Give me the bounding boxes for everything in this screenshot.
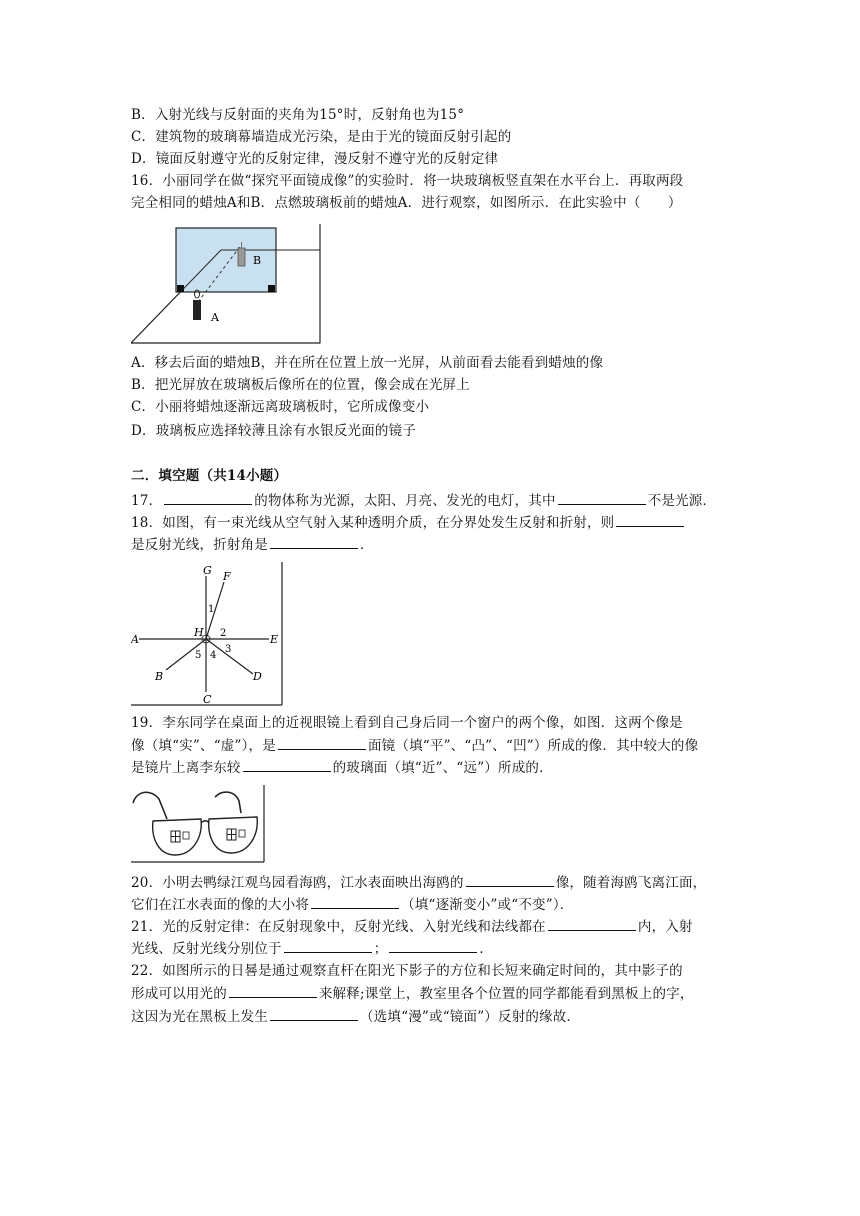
q20-line2	[131, 894, 731, 915]
q21-text-4: ；	[373, 941, 388, 957]
label-a: A	[131, 633, 139, 646]
plane-mirror-experiment-figure	[131, 224, 321, 344]
q18-line2	[131, 534, 731, 555]
q20-text-4: （填“逐渐变小”或“不变”）．	[401, 897, 574, 913]
q18-blank-2	[270, 534, 358, 549]
q20-blank-2	[311, 894, 399, 909]
q22-text-5: （选填“漫”或“镜面”）反射的缘故．	[360, 1009, 581, 1025]
q19-blank-3	[243, 757, 331, 772]
candle-a	[193, 290, 201, 320]
candle-a-label: A	[211, 311, 219, 324]
q22-text-3: 来解释;课堂上，教室里各个位置的同学都能看到黑板上的字，	[318, 986, 694, 1002]
q20-line1	[131, 872, 731, 893]
label-f: F	[223, 570, 231, 583]
q19-line3	[131, 757, 731, 778]
q17-text-1: 17．	[131, 493, 163, 509]
reflection-refraction-figure	[131, 562, 283, 706]
angle-5-label: 5	[195, 650, 202, 661]
label-b: B	[155, 670, 164, 683]
angle-1-label: 1	[208, 604, 215, 615]
q20-text-1: 20．小明去鸭绿江观鸟园看海鸥，江水表面映出海鸥的	[131, 875, 464, 891]
q16-stem-line2: 完全相同的蜡烛A和B．点燃玻璃板前的蜡烛A．进行观察，如图所示．在此实验中（ ）	[131, 195, 682, 211]
q15-option-b: B．入射光线与反射面的夹角为15°时，反射角也为15°	[131, 107, 465, 123]
label-e: E	[270, 633, 279, 646]
label-h: H	[194, 626, 204, 639]
label-d: D	[253, 670, 262, 683]
q21-blank-1	[548, 916, 636, 931]
candle-b-label: B	[253, 254, 262, 267]
q16-stem-line1: 16．小丽同学在做“探究平面镜成像”的实验时．将一块玻璃板竖直架在水平台上．再取两段	[131, 173, 684, 189]
q22-line2	[131, 983, 731, 1004]
q18-text-3: ．	[360, 537, 374, 553]
q16-option-a: A．移去后面的蜡烛B，并在所在位置上放一光屏，从前面看去能看到蜡烛的像	[131, 355, 604, 371]
q15-option-c: C．建筑物的玻璃幕墙造成光污染，是由于光的镜面反射引起的	[131, 129, 512, 145]
q19-blank-2	[278, 735, 366, 750]
q19-text-5: 的玻璃面（填“近”、“远”）所成的．	[332, 760, 553, 776]
q22-line1: 22．如图所示的日晷是通过观察直杆在阳光下影子的方位和长短来确定时间的，其中影子的	[131, 963, 683, 979]
q17-blank-2	[558, 490, 646, 505]
q20-text-2: 像，随着海鸥飞离江面，	[555, 875, 707, 891]
q22-blank-1	[229, 983, 317, 998]
q22-blank-2	[270, 1006, 358, 1021]
q16-option-c: C．小丽将蜡烛逐渐远离玻璃板时，它所成像变小	[131, 399, 430, 415]
q15-option-d: D．镜面反射遵守光的反射定律，漫反射不遵守光的反射定律	[131, 151, 499, 167]
label-g: G	[203, 564, 212, 577]
angle-2-label: 2	[220, 628, 227, 639]
q18-text-1: 18．如图，有一束光线从空气射入某种透明介质，在分界处发生反射和折射，则	[131, 515, 615, 531]
q17-text-3: 不是光源．	[647, 493, 717, 509]
q20-blank-1	[466, 872, 554, 887]
q17	[131, 490, 731, 511]
q18-line1	[131, 512, 731, 533]
section2-heading: 二．填空题（共14小题）	[131, 468, 288, 484]
q20-text-3: 它们在江水表面的像的大小将	[131, 897, 310, 913]
window-reflection-left	[171, 831, 189, 842]
q18-text-2: 是反射光线，折射角是	[131, 537, 268, 553]
q22-text-4: 这因为光在黑板上发生	[131, 1009, 268, 1025]
q17-blank-1	[164, 490, 252, 505]
q19-line2	[131, 735, 731, 756]
q19-text-3: 面镜（填“平”、“凸”、“凹”）所成的像．其中较大的像	[367, 738, 699, 754]
q22-line3	[131, 1006, 731, 1027]
window-reflection-right	[227, 829, 245, 840]
q21-text-2: 内，入射	[637, 919, 693, 935]
label-c: C	[203, 693, 212, 706]
glasses-figure	[131, 785, 265, 863]
q21-text-3: 光线、反射光线分别位于	[131, 941, 282, 957]
q16-option-d: D．玻璃板应选择较薄且涂有水银反光面的镜子	[131, 423, 417, 439]
q22-text-2: 形成可以用光的	[131, 986, 227, 1002]
q18-blank-1	[616, 512, 684, 527]
q21-blank-3	[389, 938, 477, 953]
q21-line1	[131, 916, 731, 937]
q21-line2	[131, 938, 731, 959]
q19-line1: 19．李东同学在桌面上的近视眼镜上看到自己身后同一个窗户的两个像，如图．这两个像是	[131, 715, 683, 731]
q17-text-2: 的物体称为光源，太阳、月亮、发光的电灯，其中	[254, 493, 556, 509]
q21-text-1: 21．光的反射定律：在反射现象中，反射光线、入射光线和法线都在	[131, 919, 546, 935]
q19-text-4: 是镜片上离李东较	[131, 760, 241, 776]
q19-text-2: 像（填“实”、“虚”），是	[131, 738, 276, 754]
q21-text-5: ．	[479, 941, 494, 957]
angle-4-label: 4	[210, 650, 217, 661]
angle-3-label: 3	[225, 644, 232, 655]
q21-blank-2	[284, 938, 372, 953]
q16-option-b: B．把光屏放在玻璃板后像所在的位置，像会成在光屏上	[131, 377, 470, 393]
